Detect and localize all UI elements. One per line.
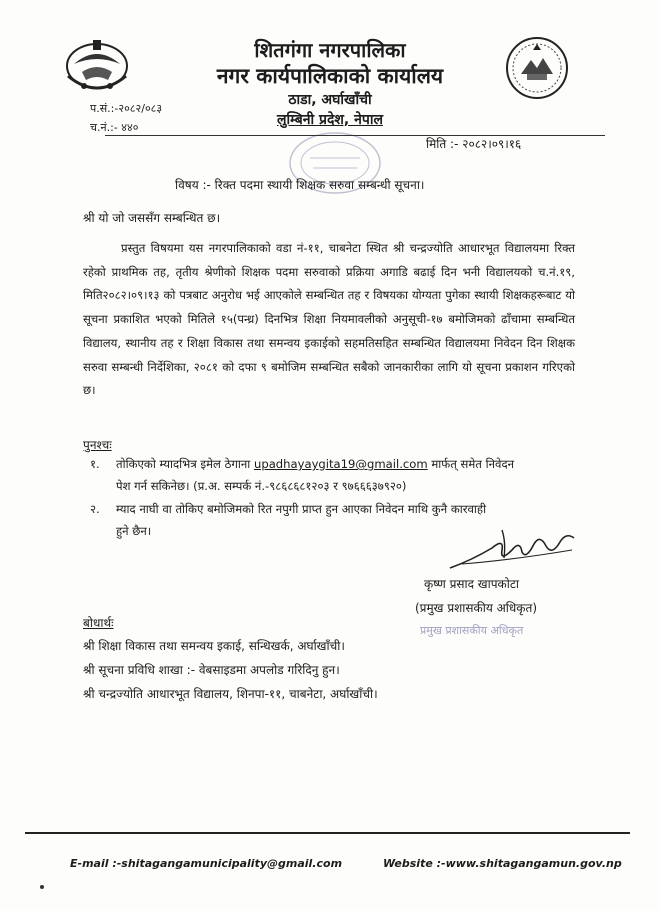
cc-heading: बोधार्थः (83, 616, 114, 630)
cc-item: श्री शिक्षा विकास तथा समन्वय इकाई, सन्धिखर्क, अर्घाखाँची। (83, 639, 345, 653)
office-location: ठाडा, अर्घाखाँची (288, 92, 372, 108)
office-province: लुम्बिनी प्रदेश, नेपाल (277, 112, 383, 128)
designation-stamp: प्रमुख प्रशासकीय अधिकृत (420, 624, 524, 637)
reference-ps: प.सं.:-२०८२/०८३ (90, 102, 163, 115)
postscript-item (90, 453, 570, 497)
office-name: नगर कार्यपालिकाको कार्यालय (216, 64, 444, 88)
cc-item: श्री चन्द्रज्योति आधारभूत विद्यालय, शिनपा-११, चाबनेटा, अर्घाखाँची। (83, 687, 378, 701)
org-name: शितगंगा नगरपालिका (254, 38, 406, 62)
scan-dot (40, 885, 44, 889)
letter-date: मिति :- २०८२।०९।१६ (426, 137, 522, 151)
reference-cn: च.नं.:- ४४० (90, 121, 139, 134)
item-text: म्याद नाघी वा तोकिए बमोजिमको रित नपुगी प्राप्त हुन आएका निवेदन माथि कुनै कारवाही (116, 502, 487, 516)
footer-divider (25, 832, 630, 834)
signature-icon (442, 520, 582, 575)
item-text-cont: मार्फत् समेत निवेदन (427, 457, 515, 471)
footer-email[interactable]: E-mail :-shitagangamunicipality@gmail.com (70, 857, 343, 870)
body-paragraph: प्रस्तुत विषयमा यस नगरपालिकाको वडा नं-११, चाबनेटा स्थित श्री चन्द्रज्योति आधारभूत विद्यालयमा रिक्त रहेको प्राथमिक तह, तृतीय श्रेणीको शिक्षक पदमा सरुवाको प्रक्रिया अगाडि बढाई दिन भनी विद्यालयको च.नं.१९, मिति२०८२।०९।१३ को पत्रबाट अनुरोध भई आएकोले सम्बन्धित तह र विषयका योग्यता पुगेका स्थायी शिक्षकहरूबाट यो सूचना प्रकाशित भएको मितिले १५(पन्ध्र) दिनभित्र शिक्षा नियमावलीको अनुसूची-१७ बमोजिमको ढाँचामा सम्बन्धित विद्यालय, स्थानीय तह र शिक्षा विकास तथा समन्वय इकाईको सहमतिसहित सम्बन्धित विद्यालयमा निवेदन दिन शिक्षक सरुवा सम्बन्धी निर्देशिका, २०८१ को दफा ९ बमोजिम सम्बन्धित सबैको जानकारीका लागि यो सूचना प्रकाशन गरिएको छ। (83, 241, 575, 398)
item-number: १. (90, 457, 100, 471)
header-divider (105, 135, 605, 136)
item-text: तोकिएको म्यादभित्र इमेल ठेगाना (116, 457, 254, 471)
email-link[interactable]: upadhayaygita19@gmail.com (253, 457, 428, 471)
cc-item: श्री सूचना प्रविधि शाखा :- वेबसाइडमा अपलोड गरिदिनु हुन। (83, 663, 340, 677)
municipality-logo-icon (505, 36, 569, 100)
footer-website[interactable]: Website :-www.shitagangamun.gov.np (383, 857, 622, 870)
signer-title: (प्रमुख प्रशासकीय अधिकृत) (415, 601, 538, 615)
signer-name: कृष्ण प्रसाद खापकोटा (424, 577, 520, 591)
item-continuation: पेश गर्न सकिनेछ। (प्र.अ. सम्पर्क नं.-९८६८६८१२०३ र ९७६६६३७९२०) (116, 479, 407, 493)
postscript-heading: पुनश्चः (83, 438, 112, 452)
salutation: श्री यो जो जससँग सम्बन्धित छ। (83, 211, 221, 225)
nepal-emblem-icon (62, 36, 132, 100)
letter-subject: विषय :- रिक्त पदमा स्थायी शिक्षक सरुवा सम्बन्धी सूचना। (175, 178, 425, 192)
item-number: २. (90, 502, 100, 516)
item-continuation: हुने छैन। (116, 524, 152, 538)
